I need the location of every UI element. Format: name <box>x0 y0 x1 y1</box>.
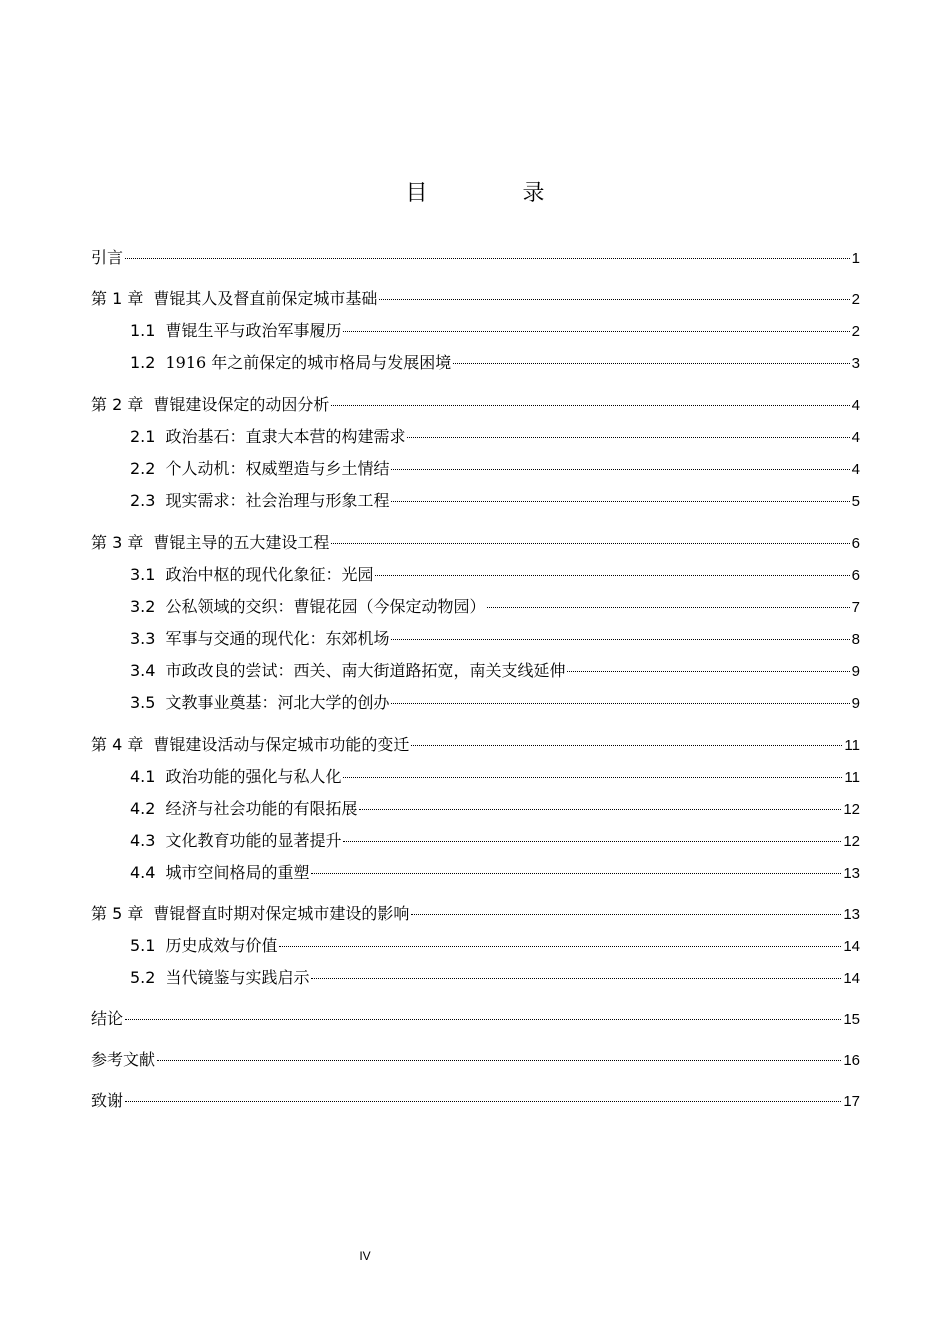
toc-chapter-entry[interactable] <box>91 1048 860 1072</box>
toc-entry-number: 3.3 <box>130 629 156 648</box>
toc-entry-label: 致谢 <box>91 1091 124 1110</box>
toc-entry-label: 参考文献 <box>91 1050 156 1069</box>
toc-section-entry[interactable] <box>130 966 860 990</box>
toc-chapter-entry[interactable] <box>91 1007 860 1031</box>
toc-chapter-entry[interactable] <box>91 393 860 417</box>
toc-entry-page-number: 7 <box>851 599 860 616</box>
toc-dot-leader <box>567 671 849 672</box>
toc-chapter-entry[interactable] <box>91 733 860 757</box>
toc-section-entry[interactable] <box>130 829 860 853</box>
toc-entry-label: 1916 年之前保定的城市格局与发展困境 <box>165 353 452 372</box>
toc-chapter-entry[interactable] <box>91 1089 860 1113</box>
toc-dot-leader <box>391 639 849 640</box>
toc-entry-label: 个人动机：权威塑造与乡土情结 <box>165 459 390 478</box>
toc-entry-label: 市政改良的尝试：西关、南大街道路拓宽，南关支线延伸 <box>165 661 566 680</box>
toc-dot-leader <box>487 607 849 608</box>
toc-entry-number: 第 3 章 <box>91 533 144 552</box>
toc-dot-leader <box>331 405 849 406</box>
toc-dot-leader <box>311 873 841 874</box>
toc-entry-number: 2.2 <box>130 459 156 478</box>
toc-dot-leader <box>391 703 849 704</box>
toc-entry-number: 1.1 <box>130 321 156 340</box>
toc-entry-number: 4.1 <box>130 767 156 786</box>
toc-section-entry[interactable] <box>130 351 860 375</box>
toc-entry-label: 历史成效与价值 <box>165 936 278 955</box>
toc-entry-number: 第 2 章 <box>91 395 144 414</box>
toc-entry-number: 5.2 <box>130 968 156 987</box>
toc-section-entry[interactable] <box>130 457 860 481</box>
toc-entry-label: 公私领域的交织：曹锟花园（今保定动物园） <box>165 597 486 616</box>
toc-section-entry[interactable] <box>130 563 860 587</box>
toc-entry-page-number: 15 <box>843 1011 860 1028</box>
toc-entry-label: 文化教育功能的显著提升 <box>165 831 342 850</box>
toc-dot-leader <box>453 363 849 364</box>
toc-dot-leader <box>343 331 849 332</box>
toc-entry-number: 第 1 章 <box>91 289 144 308</box>
toc-entry-label: 城市空间格局的重塑 <box>165 863 310 882</box>
toc-dot-leader <box>343 777 842 778</box>
footer-page-number: IV <box>359 1249 371 1263</box>
toc-dot-leader <box>375 575 849 576</box>
toc-section-entry[interactable] <box>130 319 860 343</box>
toc-entry-page-number: 1 <box>851 250 860 267</box>
toc-entry-label: 政治功能的强化与私人化 <box>165 767 342 786</box>
toc-entry-page-number: 9 <box>851 695 860 712</box>
toc-entry-number: 2.3 <box>130 491 156 510</box>
toc-entry-page-number: 6 <box>851 535 860 552</box>
toc-entry-number: 4.2 <box>130 799 156 818</box>
toc-entry-page-number: 4 <box>851 397 860 414</box>
toc-dot-leader <box>343 841 841 842</box>
toc-dot-leader <box>359 809 841 810</box>
toc-entry-page-number: 4 <box>851 461 860 478</box>
toc-entry-label: 曹锟督直时期对保定城市建设的影响 <box>153 904 410 923</box>
toc-entry-number: 2.1 <box>130 427 156 446</box>
toc-entry-page-number: 14 <box>843 938 860 955</box>
toc-section-entry[interactable] <box>130 691 860 715</box>
toc-entry-number: 3.5 <box>130 693 156 712</box>
toc-entry-page-number: 17 <box>843 1093 860 1110</box>
toc-entry-label: 曹锟建设保定的动因分析 <box>153 395 330 414</box>
toc-entry-number: 1.2 <box>130 353 156 372</box>
toc-entry-label: 军事与交通的现代化：东郊机场 <box>165 629 390 648</box>
toc-entry-label: 结论 <box>91 1009 124 1028</box>
toc-section-entry[interactable] <box>130 627 860 651</box>
toc-entry-page-number: 9 <box>851 663 860 680</box>
toc-entry-page-number: 14 <box>843 970 860 987</box>
toc-entry-label: 曹锟主导的五大建设工程 <box>153 533 330 552</box>
toc-entry-number: 第 5 章 <box>91 904 144 923</box>
toc-entry-label: 文教事业奠基：河北大学的创办 <box>165 693 390 712</box>
toc-entry-label: 政治基石：直隶大本营的构建需求 <box>165 427 406 446</box>
toc-entry-page-number: 2 <box>851 323 860 340</box>
toc-entry-label: 经济与社会功能的有限拓展 <box>165 799 358 818</box>
toc-entry-number: 4.4 <box>130 863 156 882</box>
toc-dot-leader <box>279 946 841 947</box>
toc-entry-page-number: 13 <box>843 906 860 923</box>
toc-section-entry[interactable] <box>130 861 860 885</box>
toc-entry-label: 曹锟建设活动与保定城市功能的变迁 <box>153 735 410 754</box>
toc-entry-page-number: 2 <box>851 291 860 308</box>
toc-entry-page-number: 5 <box>851 493 860 510</box>
toc-entry-page-number: 11 <box>844 769 860 786</box>
toc-entry-number: 4.3 <box>130 831 156 850</box>
toc-dot-leader <box>311 978 841 979</box>
toc-dot-leader <box>411 745 842 746</box>
toc-dot-leader <box>125 1019 841 1020</box>
toc-entry-number: 3.4 <box>130 661 156 680</box>
toc-entry-label: 政治中枢的现代化象征：光园 <box>165 565 374 584</box>
toc-entry-page-number: 4 <box>851 429 860 446</box>
toc-entry-page-number: 8 <box>851 631 860 648</box>
toc-entry-number: 第 4 章 <box>91 735 144 754</box>
toc-entry-label: 曹锟其人及督直前保定城市基础 <box>153 289 378 308</box>
toc-chapter-entry[interactable] <box>91 531 860 555</box>
toc-entry-page-number: 13 <box>843 865 860 882</box>
toc-section-entry[interactable] <box>130 595 860 619</box>
toc-entry-number: 3.2 <box>130 597 156 616</box>
toc-section-entry[interactable] <box>130 659 860 683</box>
toc-entry-label: 引言 <box>91 248 124 267</box>
toc-entry-label: 当代镜鉴与实践启示 <box>165 968 310 987</box>
toc-section-entry[interactable] <box>130 425 860 449</box>
toc-section-entry[interactable] <box>130 797 860 821</box>
toc-dot-leader <box>391 501 849 502</box>
toc-entry-page-number: 12 <box>843 801 860 818</box>
toc-entry-page-number: 11 <box>844 737 860 754</box>
toc-entry-label: 现实需求：社会治理与形象工程 <box>165 491 390 510</box>
toc-dot-leader <box>157 1060 841 1061</box>
toc-chapter-entry[interactable] <box>91 287 860 311</box>
toc-chapter-entry[interactable] <box>91 246 860 270</box>
toc-entry-label: 曹锟生平与政治军事履历 <box>165 321 342 340</box>
toc-dot-leader <box>125 258 850 259</box>
toc-dot-leader <box>391 469 849 470</box>
toc-entry-page-number: 16 <box>843 1052 860 1069</box>
toc-chapter-entry[interactable] <box>91 902 860 926</box>
toc-section-entry[interactable] <box>130 489 860 513</box>
toc-entry-page-number: 6 <box>851 567 860 584</box>
toc-section-entry[interactable] <box>130 934 860 958</box>
page-title: 目 录 <box>405 181 589 206</box>
toc-entry-page-number: 12 <box>843 833 860 850</box>
toc-entry-page-number: 3 <box>851 355 860 372</box>
toc-entry-number: 5.1 <box>130 936 156 955</box>
toc-dot-leader <box>379 299 849 300</box>
toc-section-entry[interactable] <box>130 765 860 789</box>
toc-dot-leader <box>407 437 849 438</box>
toc-dot-leader <box>331 543 849 544</box>
toc-dot-leader <box>125 1101 841 1102</box>
toc-dot-leader <box>411 914 841 915</box>
toc-entry-number: 3.1 <box>130 565 156 584</box>
